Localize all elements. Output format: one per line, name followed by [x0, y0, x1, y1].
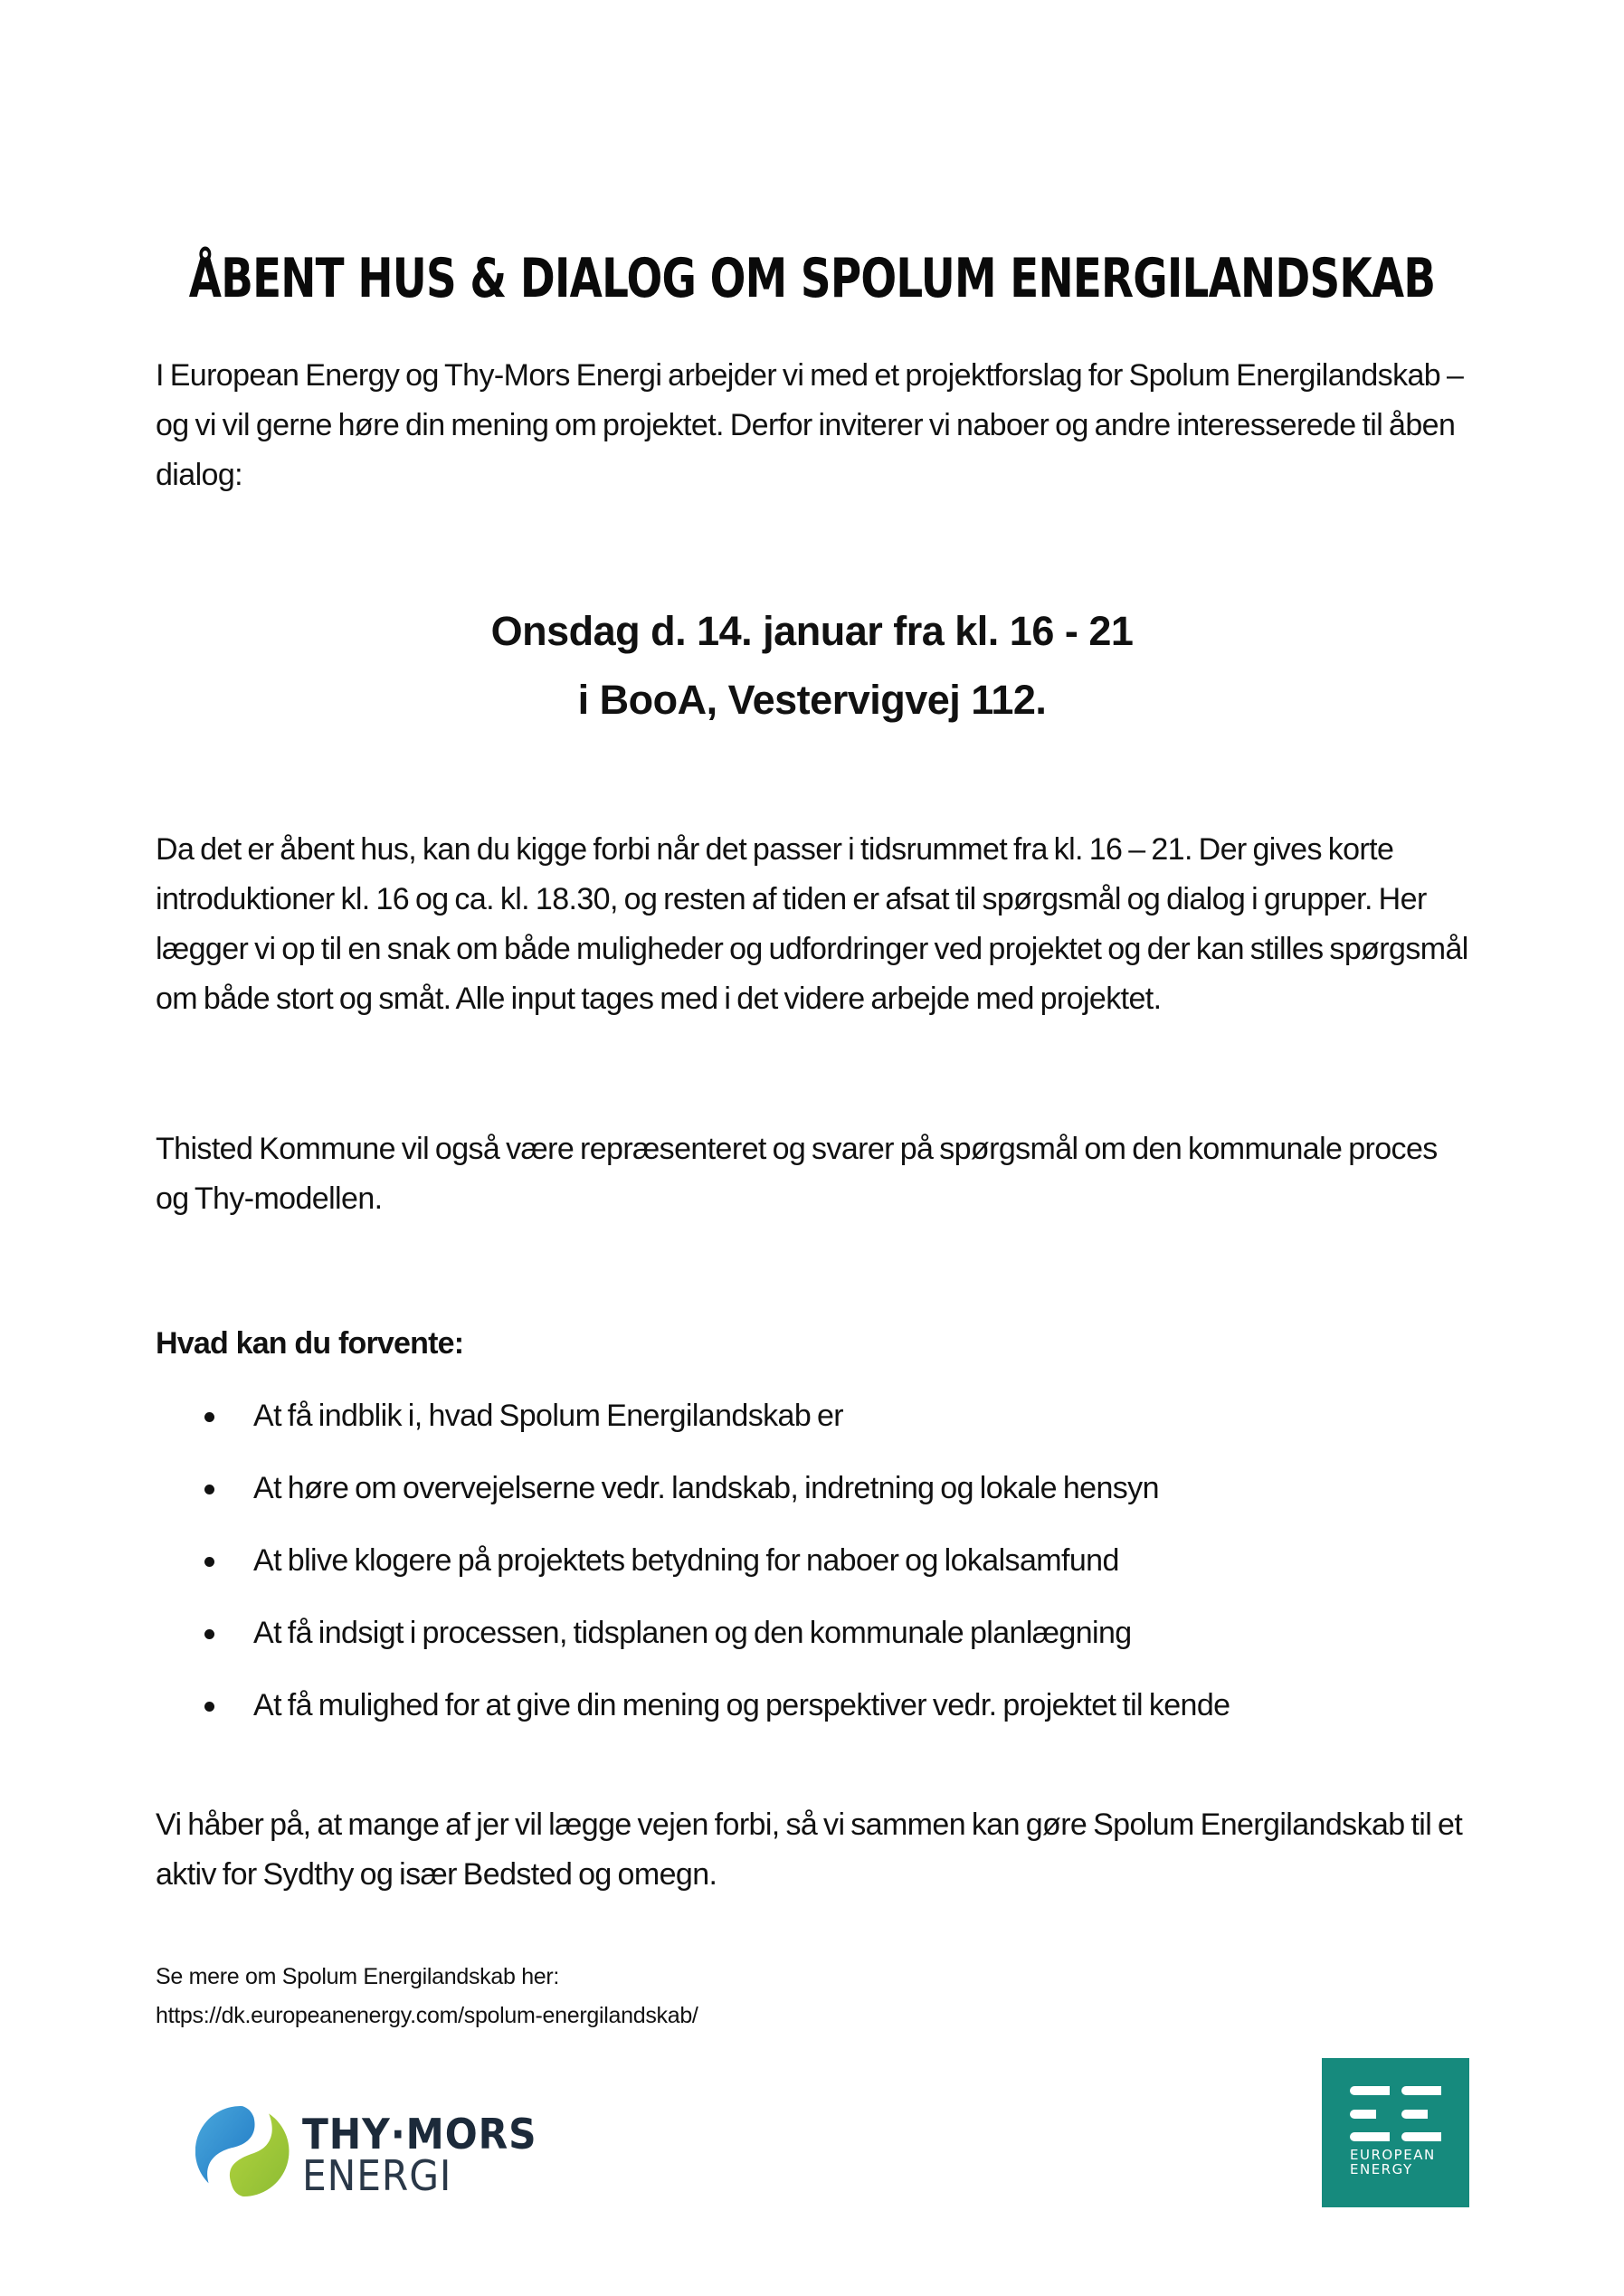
event-info: [0, 597, 1624, 735]
list-item-text: At få mulighed for at give din mening og perspektiver vedr. projektet til kende: [253, 1688, 1230, 1722]
project-link[interactable]: https://dk.europeanenergy.com/spolum-energilandskab/: [156, 2003, 698, 2028]
expect-heading: Hvad kan du forvente:: [156, 1326, 464, 1361]
bullet-icon: [204, 1557, 214, 1567]
ee-word-energy: ENERGY: [1350, 2161, 1413, 2177]
list-item-text: At få indsigt i processen, tidsplanen og den kommunale planlægning: [253, 1616, 1132, 1650]
european-energy-logo: [1322, 2058, 1469, 2207]
ee-wordmark: [1350, 2148, 1436, 2177]
bullet-icon: [204, 1485, 214, 1494]
ee-word-european: EUROPEAN: [1350, 2147, 1436, 2163]
more-info-label: Se mere om Spolum Energilandskab her:: [156, 1964, 560, 1989]
bullet-icon: [204, 1412, 214, 1422]
bullet-icon: [204, 1702, 214, 1712]
more-info: [156, 1958, 698, 2035]
thy-mors-wordmark: [302, 2110, 557, 2200]
list-item-text: At blive klogere på projektets betydning for naboer og lokalsamfund: [253, 1543, 1119, 1578]
thy-mors-name: THY·MORS: [302, 2110, 537, 2158]
thy-mors-energi: ENERGI: [302, 2151, 452, 2200]
list-item: [0, 1393, 1624, 1466]
closing-paragraph: Vi håber på, at mange af jer vil lægge vejen forbi, så vi sammen kan gøre Spolum Energilandskab til et aktiv for Sydthy og især Bedsted og omegn.: [156, 1807, 1463, 1892]
bullet-icon: [204, 1629, 214, 1639]
list-item: [0, 1538, 1624, 1610]
list-item-text: At få indblik i, hvad Spolum Energilandskab er: [253, 1399, 844, 1433]
list-item: [0, 1466, 1624, 1538]
event-location: i BooA, Vestervigvej 112.: [577, 677, 1047, 723]
list-item: [0, 1610, 1624, 1683]
intro-paragraph: I European Energy og Thy-Mors Energi arbejder vi med et projektforslag for Spolum Energilandskab – og vi vil gerne høre din mening om projektet. Derfor inviterer vi naboer og andre interesserede til åben dialog:: [156, 358, 1464, 492]
thy-mors-logo: [195, 2104, 539, 2204]
list-item-text: At høre om overvejelserne vedr. landskab, indretning og lokale hensyn: [253, 1471, 1159, 1505]
event-date-time: Onsdag d. 14. januar fra kl. 16 - 21: [490, 608, 1134, 654]
expect-list: [0, 1393, 1624, 1755]
page-title: ÅBENT HUS & DIALOG OM SPOLUM ENERGILANDSKAB: [188, 247, 1436, 310]
details-paragraph: Da det er åbent hus, kan du kigge forbi når det passer i tidsrummet fra kl. 16 – 21. Der gives korte introduktioner kl. 16 og ca. kl. 18.30, og resten af tiden er afsat til spørgsmål og dialog i grupper. Her lægger vi op til en snak om både muligheder og udfordringer ved projektet og der kan stilles spørgsmål om både stort og småt. Alle input tages med i det videre arbejde med projektet.: [156, 832, 1468, 1016]
thy-mors-swirl-icon: [195, 2104, 290, 2198]
list-item: [0, 1683, 1624, 1755]
ee-bars-icon: [1350, 2086, 1441, 2142]
municipality-paragraph: Thisted Kommune vil også være repræsenteret og svarer på spørgsmål om den kommunale proces og Thy-modellen.: [156, 1132, 1438, 1216]
